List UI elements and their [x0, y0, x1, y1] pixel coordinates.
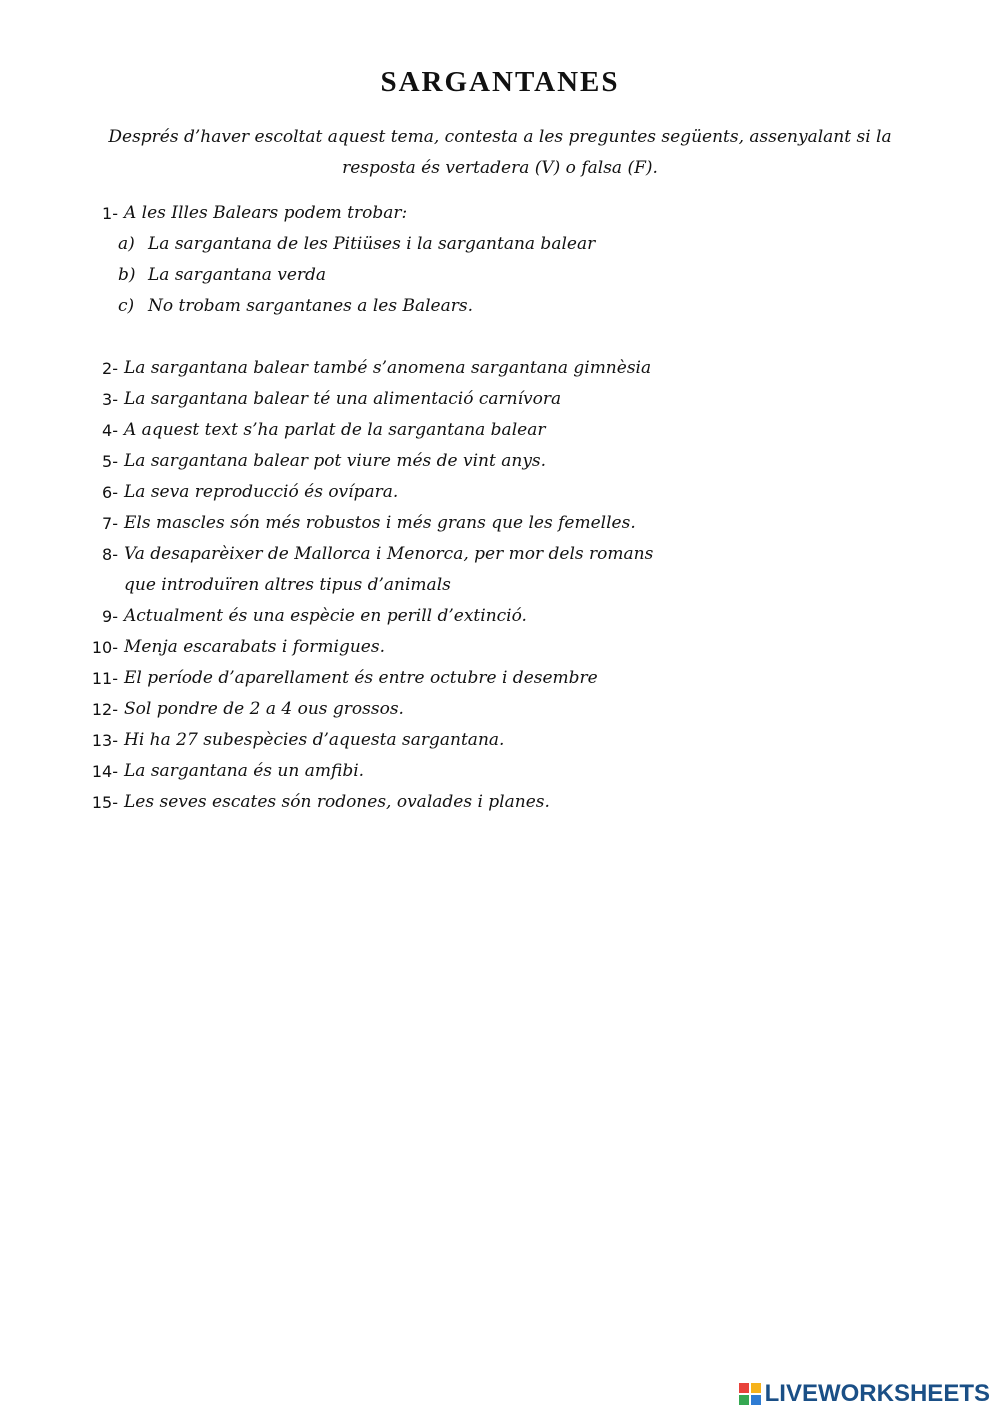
- question-number: 12-: [91, 700, 118, 719]
- question-text: [124, 477, 952, 508]
- question-text: [124, 446, 952, 477]
- question-text-line: Els mascles són més robustos i més grans que les femelles.: [124, 513, 636, 533]
- question-text-line: El període d’aparellament és entre octubre i desembre: [124, 668, 598, 688]
- questions-container: [72, 353, 952, 818]
- question-8: [72, 539, 952, 601]
- question-text-line: Va desaparèixer de Mallorca i Menorca, per mor dels romans: [124, 544, 654, 564]
- question-1: [72, 198, 952, 229]
- question-12: [72, 694, 952, 725]
- question-number: 6-: [102, 483, 118, 502]
- option-b: [72, 260, 952, 291]
- spacer: [72, 322, 952, 353]
- question-number: 9-: [102, 607, 118, 626]
- question-2: [72, 353, 952, 384]
- question-text-line: A aquest text s’ha parlat de la sargantana balear: [124, 420, 546, 440]
- question-number: 15-: [91, 793, 118, 812]
- liveworksheets-footer: [739, 1381, 990, 1407]
- question-text-line: La sargantana és un amfibi.: [124, 761, 365, 781]
- question-number: 1-: [102, 204, 118, 223]
- instructions-text: Després d’haver escoltat aquest tema, contesta a les preguntes següents, assenyalant si la resposta és vertadera (V) o falsa (F).: [108, 127, 892, 178]
- option-a: [72, 229, 952, 260]
- question-text-line: Actualment és una espècie en perill d’extinció.: [124, 606, 527, 626]
- question-3: [72, 384, 952, 415]
- question-text-line: Hi ha 27 subespècies d’aquesta sargantana.: [124, 730, 505, 750]
- question-text-line: Menja escarabats i formigues.: [124, 637, 385, 657]
- liveworksheets-logo-icon: [739, 1383, 761, 1405]
- page-title: SARGANTANES: [380, 66, 620, 98]
- question-text: [124, 632, 952, 663]
- question-text-line: La seva reproducció és ovípara.: [124, 482, 399, 502]
- question-number: 14-: [91, 762, 118, 781]
- question-text: A les Illes Balears podem trobar:: [124, 203, 408, 223]
- question-text: [124, 725, 952, 756]
- question-number: 5-: [102, 452, 118, 471]
- question-number: 3-: [102, 390, 118, 409]
- option-text: La sargantana de les Pitiüses i la sargantana balear: [148, 234, 596, 254]
- question-text: [124, 353, 952, 384]
- logo-cell: [739, 1395, 749, 1405]
- question-text: [124, 415, 952, 446]
- question-text-line: Les seves escates són rodones, ovalades i planes.: [124, 792, 550, 812]
- question-text: [124, 787, 952, 818]
- question-number: 11-: [91, 669, 118, 688]
- question-15: [72, 787, 952, 818]
- question-number: 2-: [102, 359, 118, 378]
- question-text: [124, 756, 952, 787]
- question-text-line: La sargantana balear té una alimentació carnívora: [124, 389, 562, 409]
- question-number: 13-: [91, 731, 118, 750]
- question-4: [72, 415, 952, 446]
- option-letter: a): [118, 234, 135, 254]
- question-text: [124, 663, 952, 694]
- question-11: [72, 663, 952, 694]
- question-text-line: La sargantana balear també s’anomena sargantana gimnèsia: [124, 358, 652, 378]
- question-list: [72, 198, 952, 818]
- option-text: No trobam sargantanes a les Balears.: [148, 296, 473, 316]
- option-letter: b): [118, 265, 136, 285]
- question-number: 10-: [91, 638, 118, 657]
- logo-cell: [739, 1383, 749, 1393]
- question-text-line: Sol pondre de 2 a 4 ous grossos.: [124, 699, 404, 719]
- question-5: [72, 446, 952, 477]
- option-c: [72, 291, 952, 322]
- question-13: [72, 725, 952, 756]
- question-10: [72, 632, 952, 663]
- logo-cell: [751, 1395, 761, 1405]
- question-text: [124, 508, 952, 539]
- question-text-line: La sargantana balear pot viure més de vint anys.: [124, 451, 547, 471]
- question-text-continuation: que introduïren altres tipus d’animals: [124, 575, 451, 595]
- question-number: 4-: [102, 421, 118, 440]
- question-6: [72, 477, 952, 508]
- question-14: [72, 756, 952, 787]
- question-9: [72, 601, 952, 632]
- question-number: 7-: [102, 514, 118, 533]
- question-7: [72, 508, 952, 539]
- question-text: [124, 384, 952, 415]
- brand-name: LIVEWORKSHEETS: [764, 1380, 990, 1407]
- logo-cell: [751, 1383, 761, 1393]
- question-text: [124, 539, 952, 601]
- question-text: [124, 601, 952, 632]
- option-text: La sargantana verda: [148, 265, 327, 285]
- option-letter: c): [118, 296, 135, 316]
- question-number: 8-: [102, 545, 118, 564]
- question-text: [124, 694, 952, 725]
